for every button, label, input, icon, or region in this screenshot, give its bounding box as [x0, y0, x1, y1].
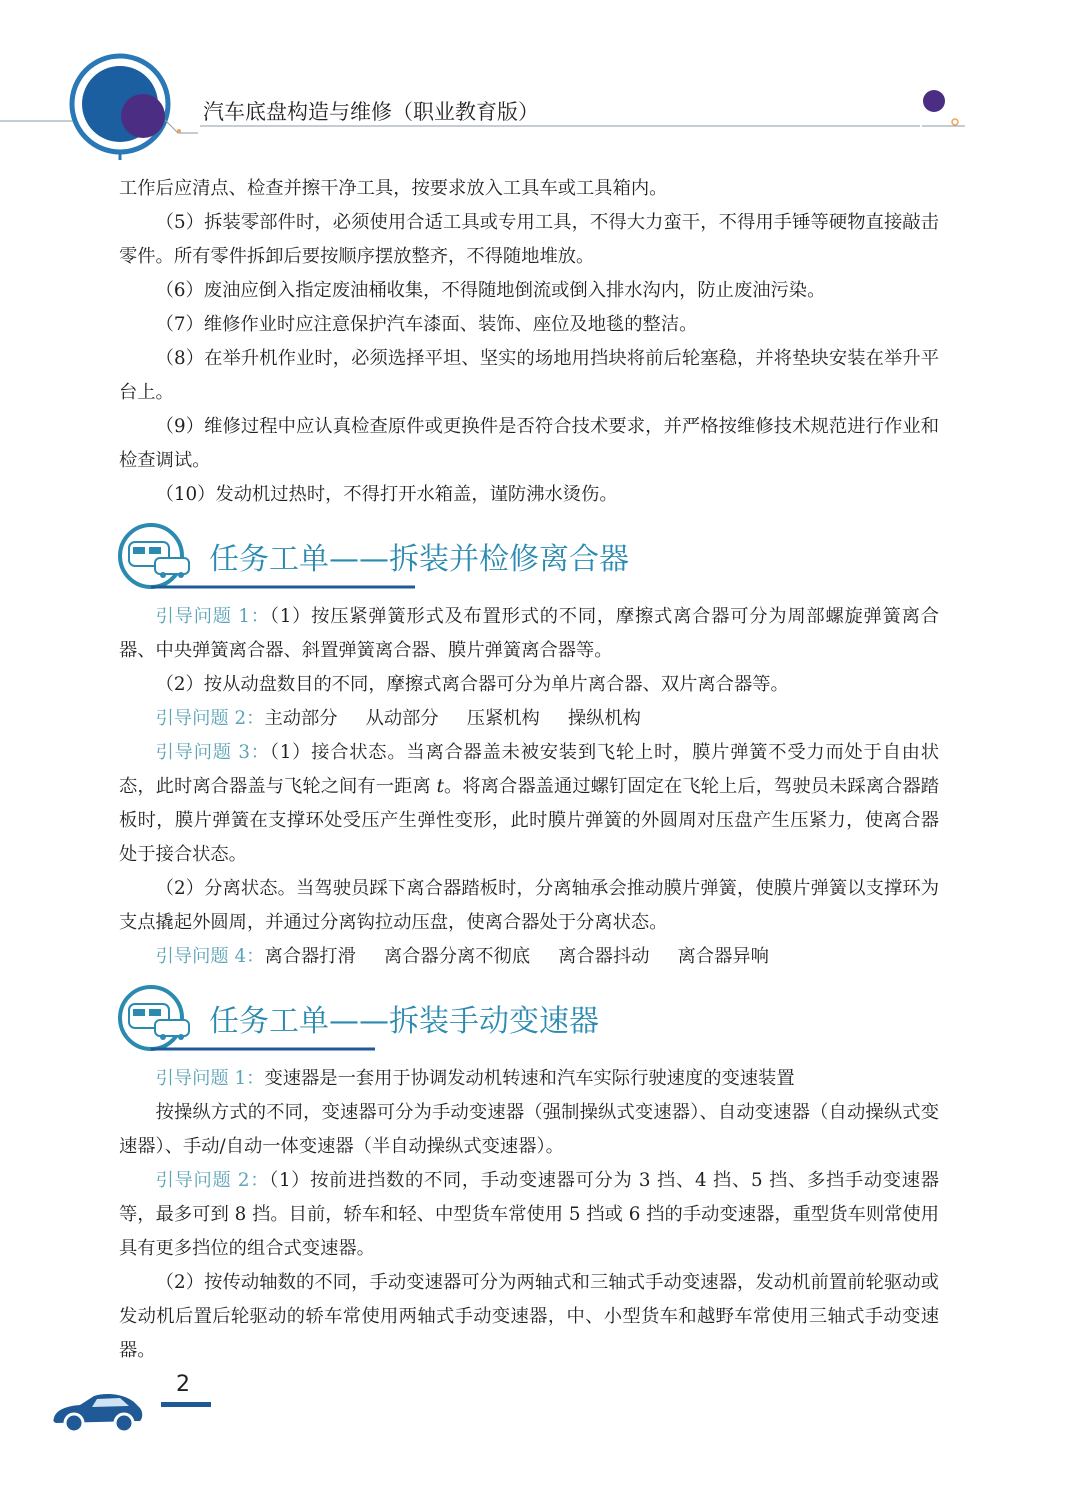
- paragraph: （9）维修过程中应认真检查原件或更换件是否符合技术要求，并严格按维修技术规范进行作业和检查调试。: [119, 416, 939, 471]
- answer-item: 离合器异响: [677, 946, 769, 967]
- answer-item: 操纵机构: [567, 708, 641, 729]
- book-title: 汽车底盘构造与维修（职业教育版）: [203, 100, 539, 124]
- guide-label: 引导问题 4：: [155, 946, 265, 967]
- guide-question-2: [119, 702, 939, 736]
- paragraph: （10）发动机过热时，不得打开水箱盖，谨防沸水烫伤。: [155, 484, 618, 505]
- guide-label: 引导问题 2：: [155, 1170, 270, 1191]
- paragraph: 工作后应清点、检查并擦干净工具，按要求放入工具车或工具箱内。: [119, 178, 668, 199]
- section-heading-clutch: [115, 520, 939, 594]
- guide-label: 引导问题 2：: [155, 708, 265, 729]
- answer-item: 离合器打滑: [264, 946, 356, 967]
- guide-question-3: [119, 736, 939, 872]
- guide-answer: （1）按压紧弹簧形式及布置形式的不同，摩擦式离合器可分为周部螺旋弹簧离合器、中央弹簧离合器、斜置弹簧离合器、膜片弹簧离合器等。: [119, 606, 939, 661]
- paragraph: （5）拆装零部件时，必须使用合适工具或专用工具，不得大力蛮干，不得用手锤等硬物直接敲击零件。所有零件拆卸后要按顺序摆放整齐，不得随地堆放。: [119, 212, 939, 267]
- page-number: 2: [176, 1372, 190, 1397]
- variable-t: t: [436, 776, 444, 797]
- guide-answer: （1）接合状态。当离合器盖未被安装到飞轮上时，膜片弹簧不受力而处于自由状态，此时离合器盖与飞轮之间有一距离: [119, 742, 939, 797]
- answer-item: 从动部分: [365, 708, 439, 729]
- guide-question-1: [119, 1062, 939, 1096]
- guide-answer: 变速器是一套用于协调发动机转速和汽车实际行驶速度的变速装置: [264, 1068, 795, 1089]
- guide-question-2: [119, 1164, 939, 1266]
- guide-label: 引导问题 3：: [155, 742, 270, 763]
- guide-question-4: [119, 940, 939, 974]
- paragraph: （8）在举升机作业时，必须选择平坦、坚实的场地用挡块将前后轮塞稳，并将垫块安装在举升平台上。: [119, 348, 939, 403]
- answer-item: 主动部分: [264, 708, 338, 729]
- header-decoration: [0, 0, 1084, 170]
- section-heading-gearbox: [115, 982, 939, 1056]
- paragraph: （2）分离状态。当驾驶员踩下离合器踏板时，分离轴承会推动膜片弹簧，使膜片弹簧以支撑环为支点撬起外圆周，并通过分离钩拉动压盘，使离合器处于分离状态。: [119, 878, 939, 933]
- paragraph: （7）维修作业时应注意保护汽车漆面、装饰、座位及地毯的整洁。: [155, 314, 698, 335]
- answer-item: 压紧机构: [466, 708, 540, 729]
- answer-item: 离合器抖动: [558, 946, 650, 967]
- section-title: 任务工单——拆装手动变速器: [209, 1004, 599, 1039]
- guide-label: 引导问题 1：: [155, 1068, 265, 1089]
- answer-item: 离合器分离不彻底: [383, 946, 531, 967]
- paragraph: （2）按从动盘数目的不同，摩擦式离合器可分为单片离合器、双片离合器等。: [155, 674, 789, 695]
- car-icon: [50, 1388, 145, 1436]
- guide-answer: 。将离合器盖通过螺钉固定在飞轮上后，驾驶员未踩离合器踏板时，膜片弹簧在支撑环处受压产生弹性变形，此时膜片弹簧的外圆周对压盘产生压紧力，使离合器处于接合状态。: [119, 776, 940, 865]
- guide-question-1: [119, 600, 939, 668]
- guide-label: 引导问题 1：: [155, 606, 270, 627]
- section-title: 任务工单——拆装并检修离合器: [209, 542, 629, 577]
- paragraph: （6）废油应倒入指定废油桶收集，不得随地倒流或倒入排水沟内，防止废油污染。: [155, 280, 826, 301]
- guide-answer: （1）按前进挡数的不同，手动变速器可分为 3 挡、4 挡、5 挡、多挡手动变速器等，最多可到 8 挡。目前，轿车和轻、中型货车常使用 5 挡或 6 挡的手动变速器，重型货车则常使用具有更多挡位的组合式变速器。: [119, 1170, 939, 1259]
- page-content: [119, 172, 939, 1368]
- paragraph: （2）按传动轴数的不同，手动变速器可分为两轴式和三轴式手动变速器，发动机前置前轮驱动或发动机后置后轮驱动的轿车常使用两轴式手动变速器，中、小型货车和越野车常使用三轴式手动变速器。: [119, 1272, 939, 1361]
- page-number-underline: [161, 1402, 211, 1407]
- paragraph: 按操纵方式的不同，变速器可分为手动变速器（强制操纵式变速器）、自动变速器（自动操纵式变速器）、手动/自动一体变速器（半自动操纵式变速器）。: [119, 1102, 939, 1157]
